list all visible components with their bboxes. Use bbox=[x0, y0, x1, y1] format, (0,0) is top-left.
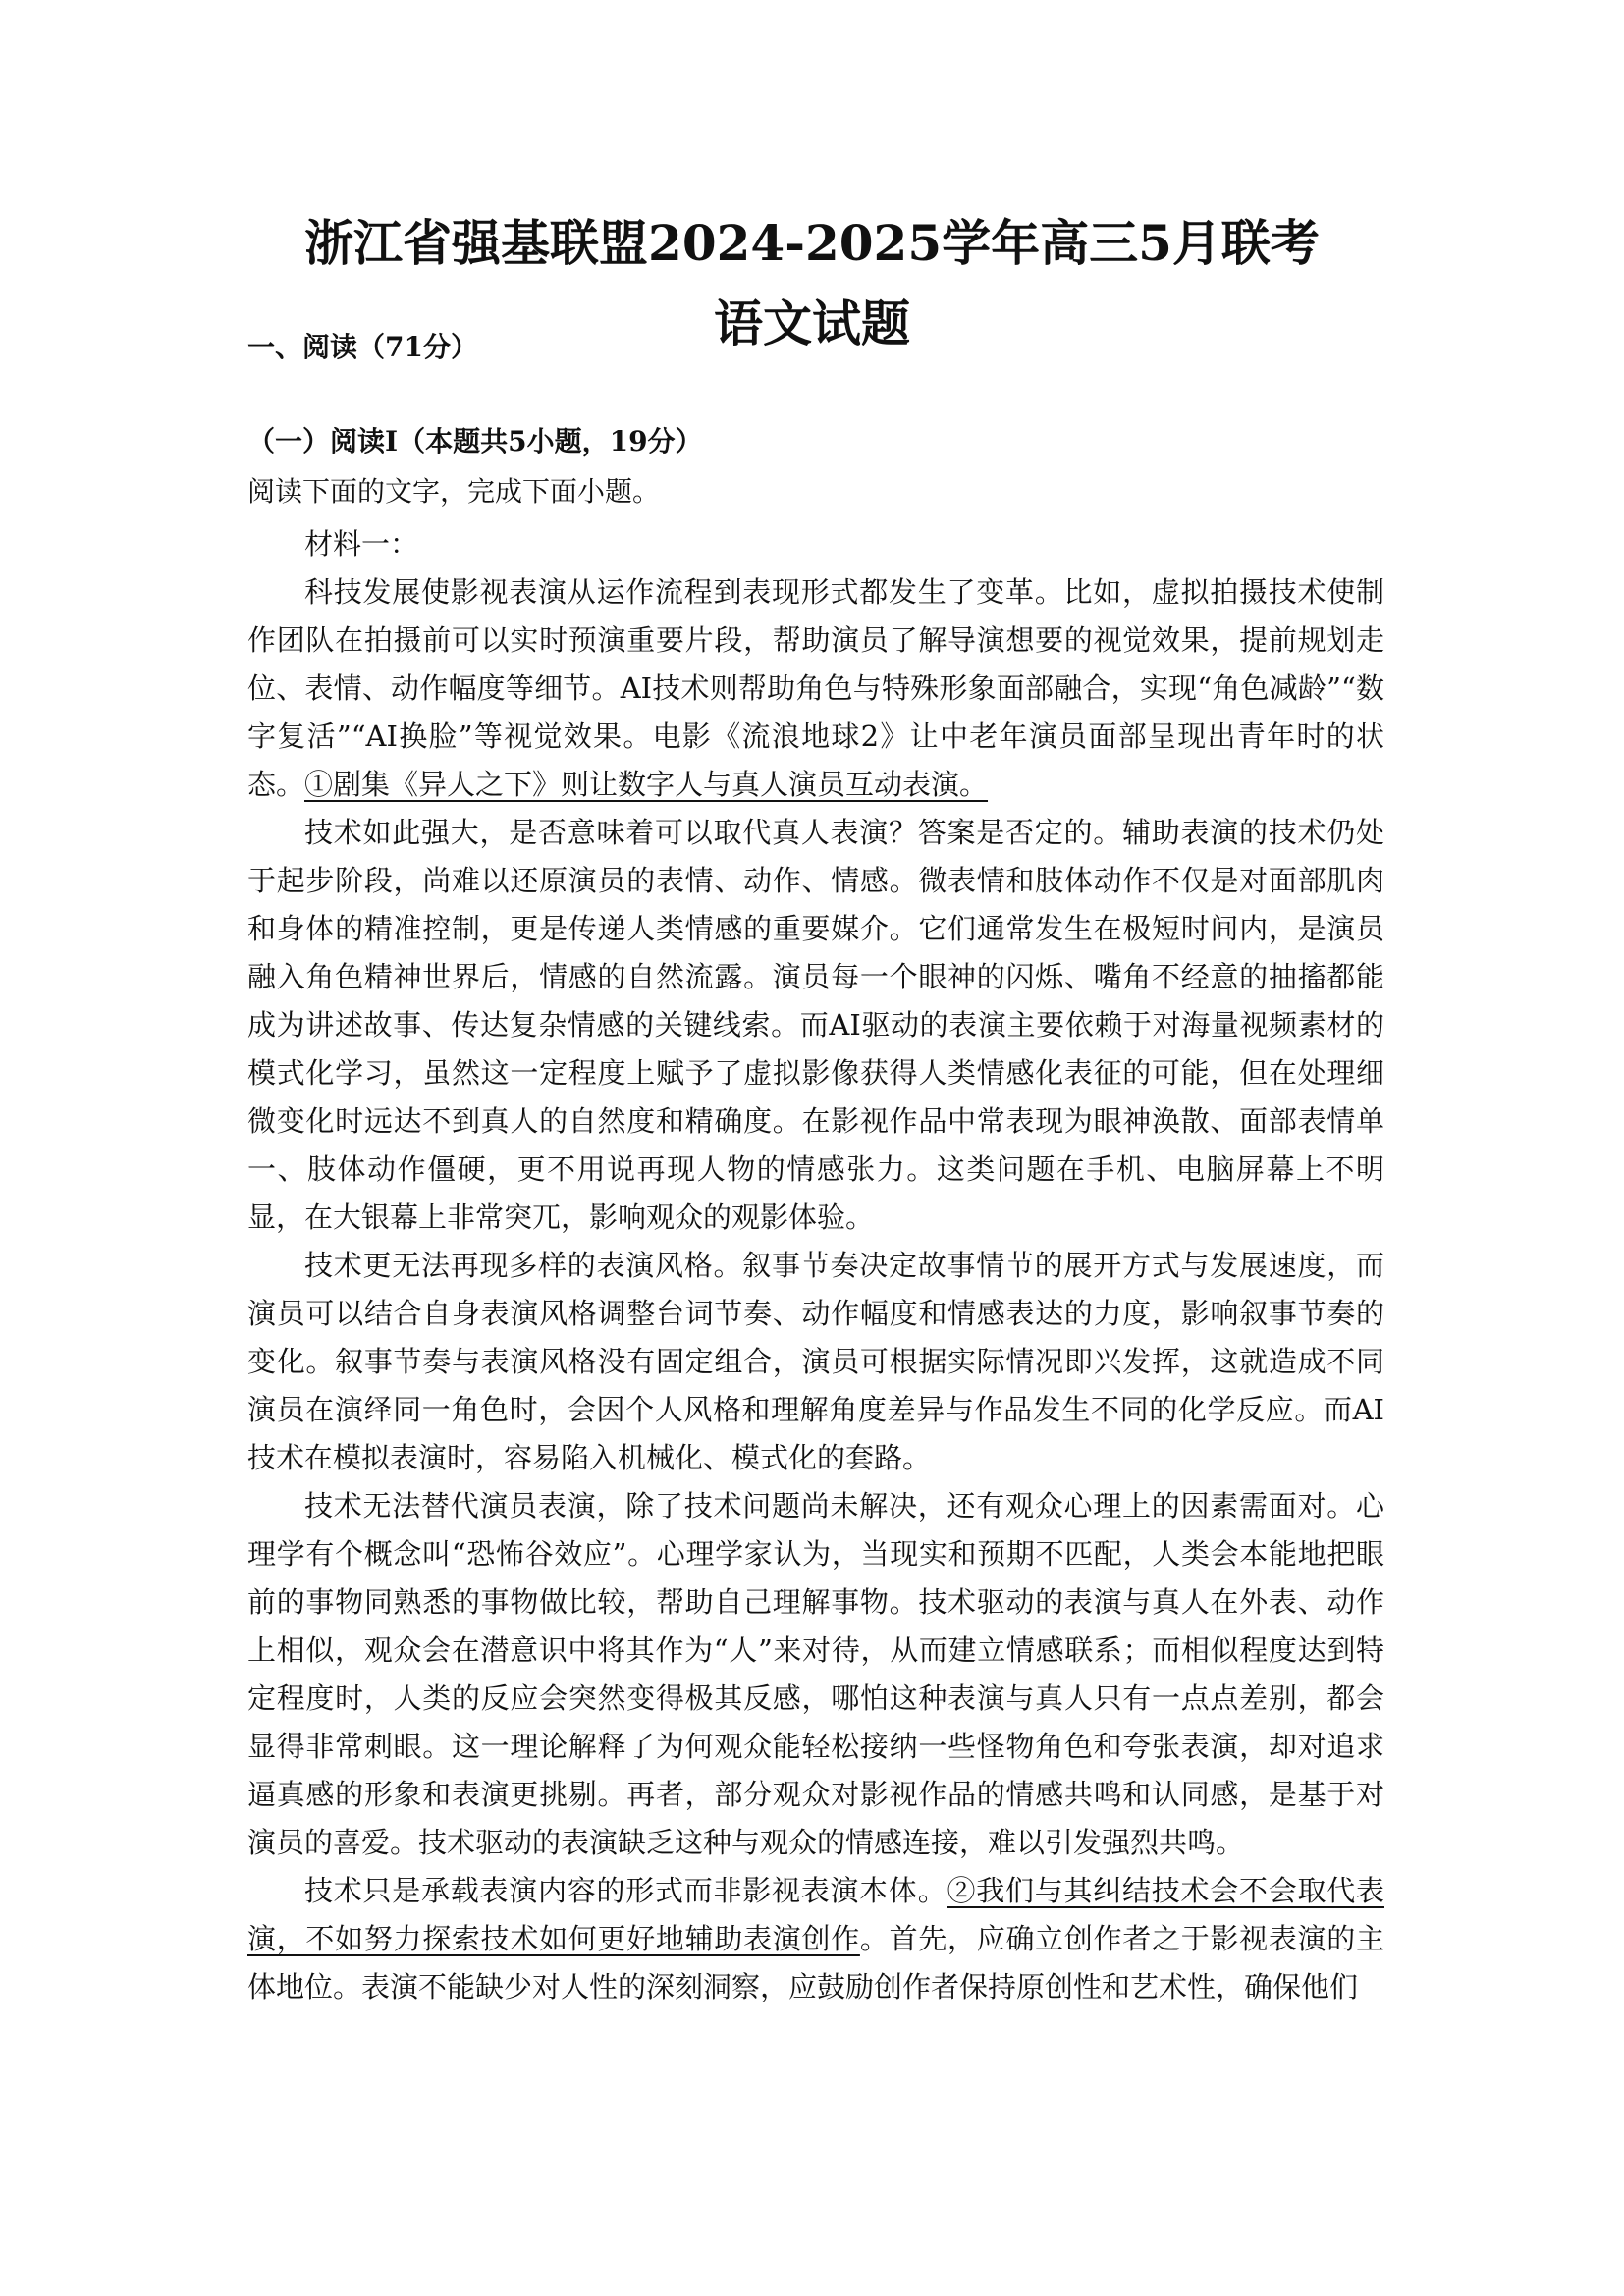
underlined-sentence-2: ②我们与其纠结技术会不会取代表演，不如努力探索技术如何更好地辅助表演创作 bbox=[247, 1874, 1384, 1955]
paragraph-5-start: 技术只是承载表演内容的形式而非影视表演本体。 bbox=[304, 1874, 947, 1907]
exam-subtitle: 语文试题 bbox=[714, 294, 910, 352]
material-label: 材料一： bbox=[304, 527, 419, 561]
paragraph-4: 技术无法替代演员表演，除了技术问题尚未解决，还有观众心理上的因素需面对。心理学有个概念叫“恐怖谷效应”。心理学家认为，当现实和预期不匹配，人类会本能地把眼前的事物同熟悉的事物做比较，帮助自己理解事物。技术驱动的表演与真人在外表、动作上相似，观众会在潜意识中将其作为“人”来对待，从而建立情感联系；而相似程度达到特定程度时，人类的反应会突然变得极其反感，哪怕这种表演与真人只有一点点差别，都会显得非常刺眼。这一理论解释了为何观众能轻松接纳一些怪物角色和夸张表演，却对追求逼真感的形象和表演更挑剔。再者，部分观众对影视作品的情感共鸣和认同感，是基于对演员的喜爱。技术驱动的表演缺乏这种与观众的情感连接，难以引发强烈共鸣。 bbox=[247, 1489, 1384, 1859]
section-heading-reading: 一、阅读（71分） bbox=[247, 331, 478, 363]
paragraph-1 bbox=[247, 568, 1384, 809]
paragraph-3: 技术更无法再现多样的表演风格。叙事节奏决定故事情节的展开方式与发展速度，而演员可以结合自身表演风格调整台词节奏、动作幅度和情感表达的力度，影响叙事节奏的变化。叙事节奏与表演风格没有固定组合，演员可根据实际情况即兴发挥，这就造成不同演员在演绎同一角色时，会因个人风格和理解角度差异与作品发生不同的化学反应。而AI技术在模拟表演时，容易陷入机械化、模式化的套路。 bbox=[247, 1249, 1384, 1474]
paragraph-2: 技术如此强大，是否意味着可以取代真人表演？答案是否定的。辅助表演的技术仍处于起步阶段，尚难以还原演员的表情、动作、情感。微表情和肢体动作不仅是对面部肌肉和身体的精准控制，更是传递人类情感的重要媒介。它们通常发生在极短时间内，是演员融入角色精神世界后，情感的自然流露。演员每一个眼神的闪烁、嘴角不经意的抽搐都能成为讲述故事、传达复杂情感的关键线索。而AI驱动的表演主要依赖于对海量视频素材的模式化学习，虽然这一定程度上赋予了虚拟影像获得人类情感化表征的可能，但在处理细微变化时远达不到真人的自然度和精确度。在影视作品中常表现为眼神涣散、面部表情单一、肢体动作僵硬，更不用说再现人物的情感张力。这类问题在手机、电脑屏幕上不明显，在大银幕上非常突兀，影响观众的观影体验。 bbox=[247, 816, 1384, 1234]
reading-passage bbox=[247, 520, 1384, 2011]
underlined-sentence-1: ①剧集《异人之下》则让数字人与真人演员互动表演。 bbox=[304, 768, 989, 801]
subsection-heading-reading-1: （一）阅读Ⅰ（本题共5小题，19分） bbox=[247, 425, 703, 457]
exam-title: 浙江省强基联盟2024-2025学年高三5月联考 bbox=[304, 214, 1320, 272]
paragraph-5 bbox=[247, 1867, 1384, 2011]
instruction-text: 阅读下面的文字，完成下面小题。 bbox=[247, 475, 661, 507]
paragraph-1-text: 科技发展使影视表演从运作流程到表现形式都发生了变革。比如，虚拟拍摄技术使制作团队在拍摄前可以实时预演重要片段，帮助演员了解导演想要的视觉效果，提前规划走位、表情、动作幅度等细节。AI技术则帮助角色与特殊形象面部融合，实现“角色减龄”“数字复活”“AI换脸”等视觉效果。电影《流浪地球2》让中老年演员面部呈现出青年时的状态。 bbox=[247, 575, 1384, 801]
paragraph-5-end: 。首先，应确立创作者之于影视表演的主体地位。表演不能缺少对人性的深刻洞察，应鼓励创作者保持原创性和艺术性，确保他们 bbox=[247, 1922, 1384, 2003]
